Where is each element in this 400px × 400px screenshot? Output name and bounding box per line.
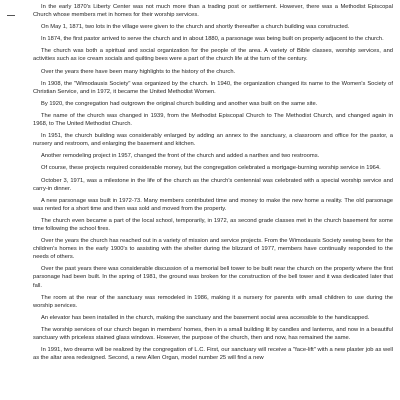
paragraph: In 1874, the first pastor arrived to serve the church and in about 1880, a parsonage was being built on property adjacent to the church.	[41, 36, 384, 43]
paragraph: Of course, these projects required considerable money, but the congregation celebrated a mortgage-burning worship service in 1964.	[41, 165, 381, 172]
paragraph: The name of the church was changed in 1939, from the Methodist Episcopal Church to The Methodist Church, and changed again in 1968, to The United Methodist Church.	[33, 112, 393, 128]
paragraph: An elevator has been installed in the church, making the sanctuary and the basement social area accessible to the handicapped.	[41, 314, 370, 321]
paragraph: In 1951, the church building was considerably enlarged by adding an annex to the sanctuary, a classroom and office for the pastor, a nursery and restroom, and enlarging the basement and kitchen.	[33, 133, 393, 148]
paragraph: A new parsonage was built in 1972-73. Many members contributed time and money to make the new home a reality. The old parsonage was rented for a short time and then was sold and moved from the property.	[33, 197, 393, 212]
paragraph: Over the years the church has reached out in a variety of mission and service projects. From the Wimodausis Society sewing bees for the children's homes in the early 1900's to assisting with the shelter during the blizzard of 1977, members have continually responded to the needs of others.	[33, 238, 393, 261]
paragraph: On May 1, 1871, two lots in the village were given to the church and shortly thereafter a church building was constructed.	[41, 24, 350, 31]
margin-mark	[7, 15, 15, 16]
paragraph: October 3, 1971, was a milestone in the life of the church as the church's centennial was celebrated with a special worship service and carry-in dinner.	[33, 177, 393, 192]
paragraph: In 1991, two dreams will be realized by the congregation of L.C. First, our sanctuary will receive a "face-lift" with a new plaster job as well as the altar area redesigned. Second, a new Allen Organ, model number 25 will find a new	[33, 347, 393, 362]
paragraph: The room at the rear of the sanctuary was remodeled in 1986, making it a nursery for parents with small children to use during the worship services.	[33, 294, 393, 309]
paragraph: The church even became a part of the local school, temporarily, in 1972, as second grade classes met in the church basement for some time following the school fires.	[33, 217, 393, 232]
paragraph: The worship services of our church began in members' homes, then in a small building lit by candles and lanterns, and now in a beautiful sanctuary with priceless stained glass windows. However, the purpose of the church, then and now, has remained the same.	[33, 326, 393, 341]
paragraph: Another remodeling project in 1957, changed the front of the church and added a narthex and two restrooms.	[41, 153, 320, 160]
paragraph: By 1920, the congregation had outgrown the original church building and another was built on the same site.	[41, 100, 318, 107]
church-history-text	[33, 3, 393, 366]
paragraph: In the early 1870's Liberty Center was not much more than a trading post or settlement. However, there was a Methodist Episcopal Church whose members met in homes for their worship services.	[33, 4, 393, 19]
paragraph: The church was both a spiritual and social organization for the people of the area. A variety of Bible classes, worship services, and activities such as ice cream socials and quilting bees were a part of the church life at the turn of the century.	[33, 48, 393, 63]
paragraph: Over the years there have been many highlights to the history of the church.	[41, 68, 236, 75]
paragraph: Over the past years there was considerable discussion of a memorial bell tower to be built near the church on the property where the first parsonage had been built. In the spring of 1981, the ground was broken for the construction of the bell tower and it was dedicated later that fall.	[33, 266, 393, 289]
paragraph: In 1908, the "Wimodausis Society" was organized by the church. In 1940, the organization changed its name to the Women's Society of Christian Service, and in 1972, it became the United Methodist Women.	[33, 80, 393, 95]
